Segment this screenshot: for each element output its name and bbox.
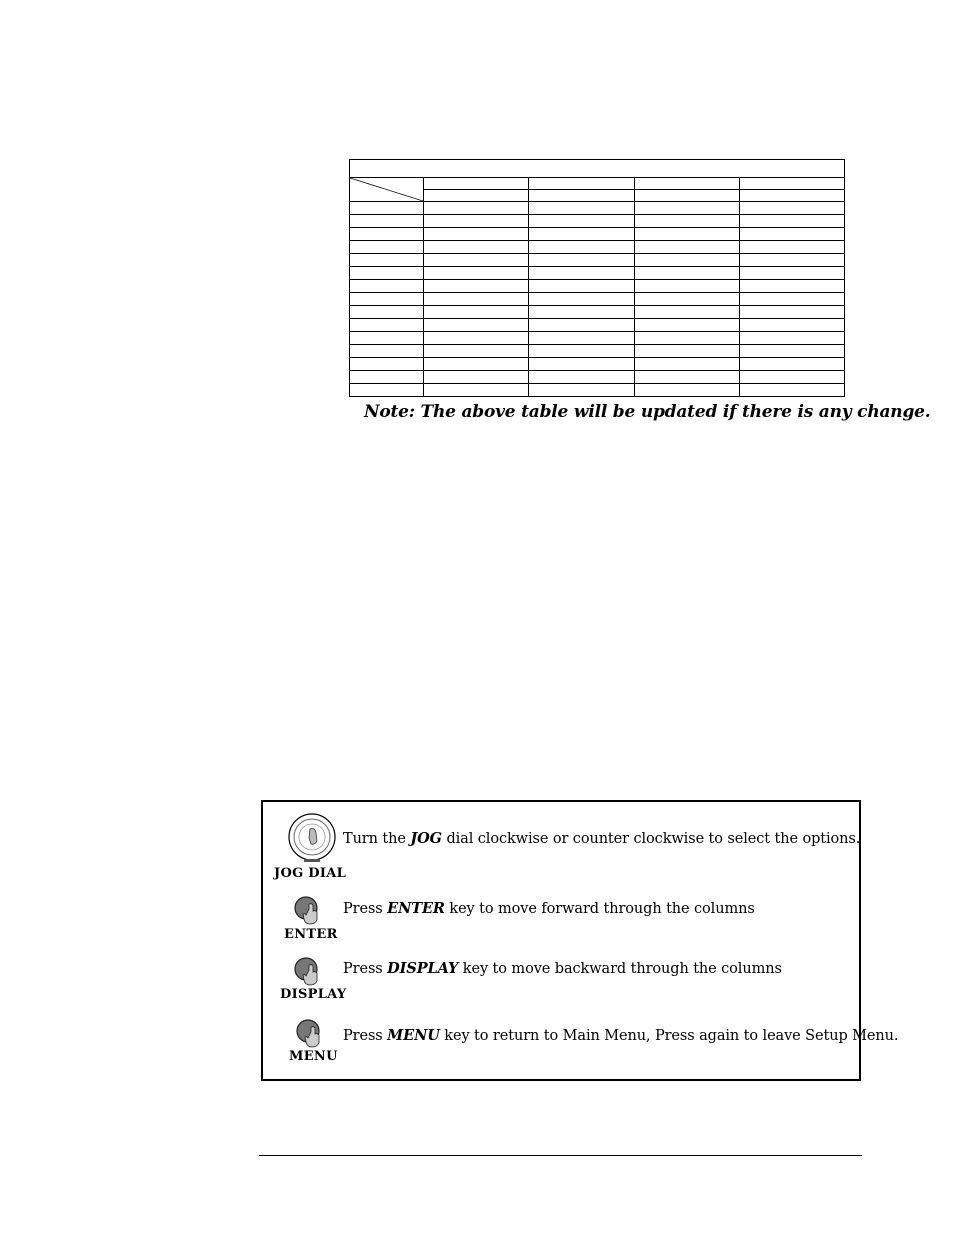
table-row [350, 254, 845, 267]
table-cell [740, 293, 845, 306]
table-cell [635, 319, 740, 332]
table-row [350, 306, 845, 319]
table-cell [740, 202, 845, 215]
description-text: Press [343, 961, 388, 977]
footer-rule [259, 1155, 862, 1156]
table-cell [424, 280, 529, 293]
table-subheader-cell [529, 190, 635, 202]
menu-key-icon [295, 1018, 327, 1050]
table-cell [424, 215, 529, 228]
description-keyword: ENTER [387, 900, 445, 917]
table-cell [424, 202, 529, 215]
table-cell [350, 384, 424, 397]
table-title-row [350, 160, 845, 178]
table-row [350, 319, 845, 332]
table-cell [424, 228, 529, 241]
table-cell [635, 267, 740, 280]
table-cell [529, 332, 635, 345]
table-title-cell [350, 160, 845, 178]
table-header-cell [740, 178, 845, 190]
table-cell [529, 228, 635, 241]
table-cell [350, 280, 424, 293]
table-cell [740, 345, 845, 358]
table-cell [529, 371, 635, 384]
table-row [350, 228, 845, 241]
table-cell [529, 280, 635, 293]
table-cell [424, 345, 529, 358]
table-cell [424, 384, 529, 397]
description-text: key to move backward through the columns [458, 961, 782, 977]
table-body [350, 202, 845, 397]
description-text: key to move forward through the columns [444, 901, 755, 917]
table-cell [424, 267, 529, 280]
table-cell [424, 358, 529, 371]
description-text: Press [343, 901, 388, 917]
table-cell [350, 306, 424, 319]
table-cell [635, 293, 740, 306]
table-cell [529, 358, 635, 371]
diagonal-divider [350, 178, 423, 201]
table-cell [350, 293, 424, 306]
table-cell [529, 319, 635, 332]
menu-description [343, 1027, 898, 1044]
table-cell [424, 319, 529, 332]
table-row [350, 371, 845, 384]
description-text: key to return to Main Menu, Press again to leave Setup Menu. [439, 1028, 899, 1044]
description-keyword: DISPLAY [387, 960, 459, 977]
enter-description [343, 900, 755, 917]
table-cell [740, 280, 845, 293]
table-row [350, 332, 845, 345]
enter-label: ENTER [284, 927, 338, 942]
table-note: Note: The above table will be updated if there is any change. [364, 402, 931, 422]
table-row [350, 293, 845, 306]
table-cell [635, 202, 740, 215]
table-cell [740, 384, 845, 397]
table-cell [350, 202, 424, 215]
table-cell [424, 332, 529, 345]
table-cell [740, 241, 845, 254]
table-cell [350, 254, 424, 267]
table-cell [740, 267, 845, 280]
description-text: Turn the [343, 831, 411, 847]
table-cell [529, 241, 635, 254]
table-cell [740, 358, 845, 371]
table-cell [350, 332, 424, 345]
table-cell [529, 202, 635, 215]
table-cell [529, 384, 635, 397]
table-cell [740, 254, 845, 267]
table-cell [529, 306, 635, 319]
table-cell [740, 319, 845, 332]
table-row [350, 345, 845, 358]
settings-table [349, 159, 845, 397]
table-cell [635, 228, 740, 241]
table-cell [424, 306, 529, 319]
table-cell [350, 358, 424, 371]
table-cell [635, 345, 740, 358]
table-cell [635, 332, 740, 345]
table-row [350, 358, 845, 371]
table-cell [424, 371, 529, 384]
table-subheader-cell [424, 190, 529, 202]
table-cell [350, 267, 424, 280]
table-cell [635, 280, 740, 293]
display-label: DISPLAY [280, 987, 347, 1002]
table-cell [635, 358, 740, 371]
table-cell [635, 306, 740, 319]
table-cell [424, 293, 529, 306]
table-row [350, 202, 845, 215]
table-row [350, 267, 845, 280]
table-cell [529, 345, 635, 358]
table-cell [350, 371, 424, 384]
table-header-row [350, 178, 845, 190]
table-header-cell [424, 178, 529, 190]
table-cell [635, 254, 740, 267]
table-cell [635, 241, 740, 254]
table-cell [350, 319, 424, 332]
table-cell [350, 241, 424, 254]
table-cell [529, 267, 635, 280]
table-cell [529, 254, 635, 267]
table-subheader-cell [740, 190, 845, 202]
table-cell [424, 254, 529, 267]
table-cell [529, 215, 635, 228]
jog-dial-description [343, 830, 860, 847]
table-cell [740, 228, 845, 241]
table-row [350, 241, 845, 254]
table-row [350, 215, 845, 228]
table-subheader-row [350, 190, 845, 202]
table-cell [740, 215, 845, 228]
jog-dial-label: JOG DIAL [274, 866, 347, 881]
description-keyword: JOG [410, 830, 442, 847]
description-text: dial clockwise or counter clockwise to select the options. [441, 831, 861, 847]
display-description [343, 960, 782, 977]
table-row [350, 384, 845, 397]
table-header-cell [635, 178, 740, 190]
controls-box [261, 800, 899, 1081]
table-header-cell [529, 178, 635, 190]
table-cell [740, 371, 845, 384]
table-cell [635, 371, 740, 384]
menu-label: MENU [289, 1049, 338, 1064]
description-text: Press [343, 1028, 388, 1044]
table-cell [635, 384, 740, 397]
table-corner-cell [350, 178, 424, 202]
table-cell [424, 241, 529, 254]
table-cell [350, 228, 424, 241]
table-cell [350, 215, 424, 228]
table-cell [740, 306, 845, 319]
display-key-icon [293, 956, 325, 988]
jog-dial-icon [284, 812, 340, 864]
table-subheader-cell [635, 190, 740, 202]
table-cell [635, 215, 740, 228]
table-cell [529, 293, 635, 306]
enter-key-icon [293, 895, 325, 927]
table-row [350, 280, 845, 293]
table-cell [350, 345, 424, 358]
description-keyword: MENU [387, 1027, 440, 1044]
table-cell [740, 332, 845, 345]
